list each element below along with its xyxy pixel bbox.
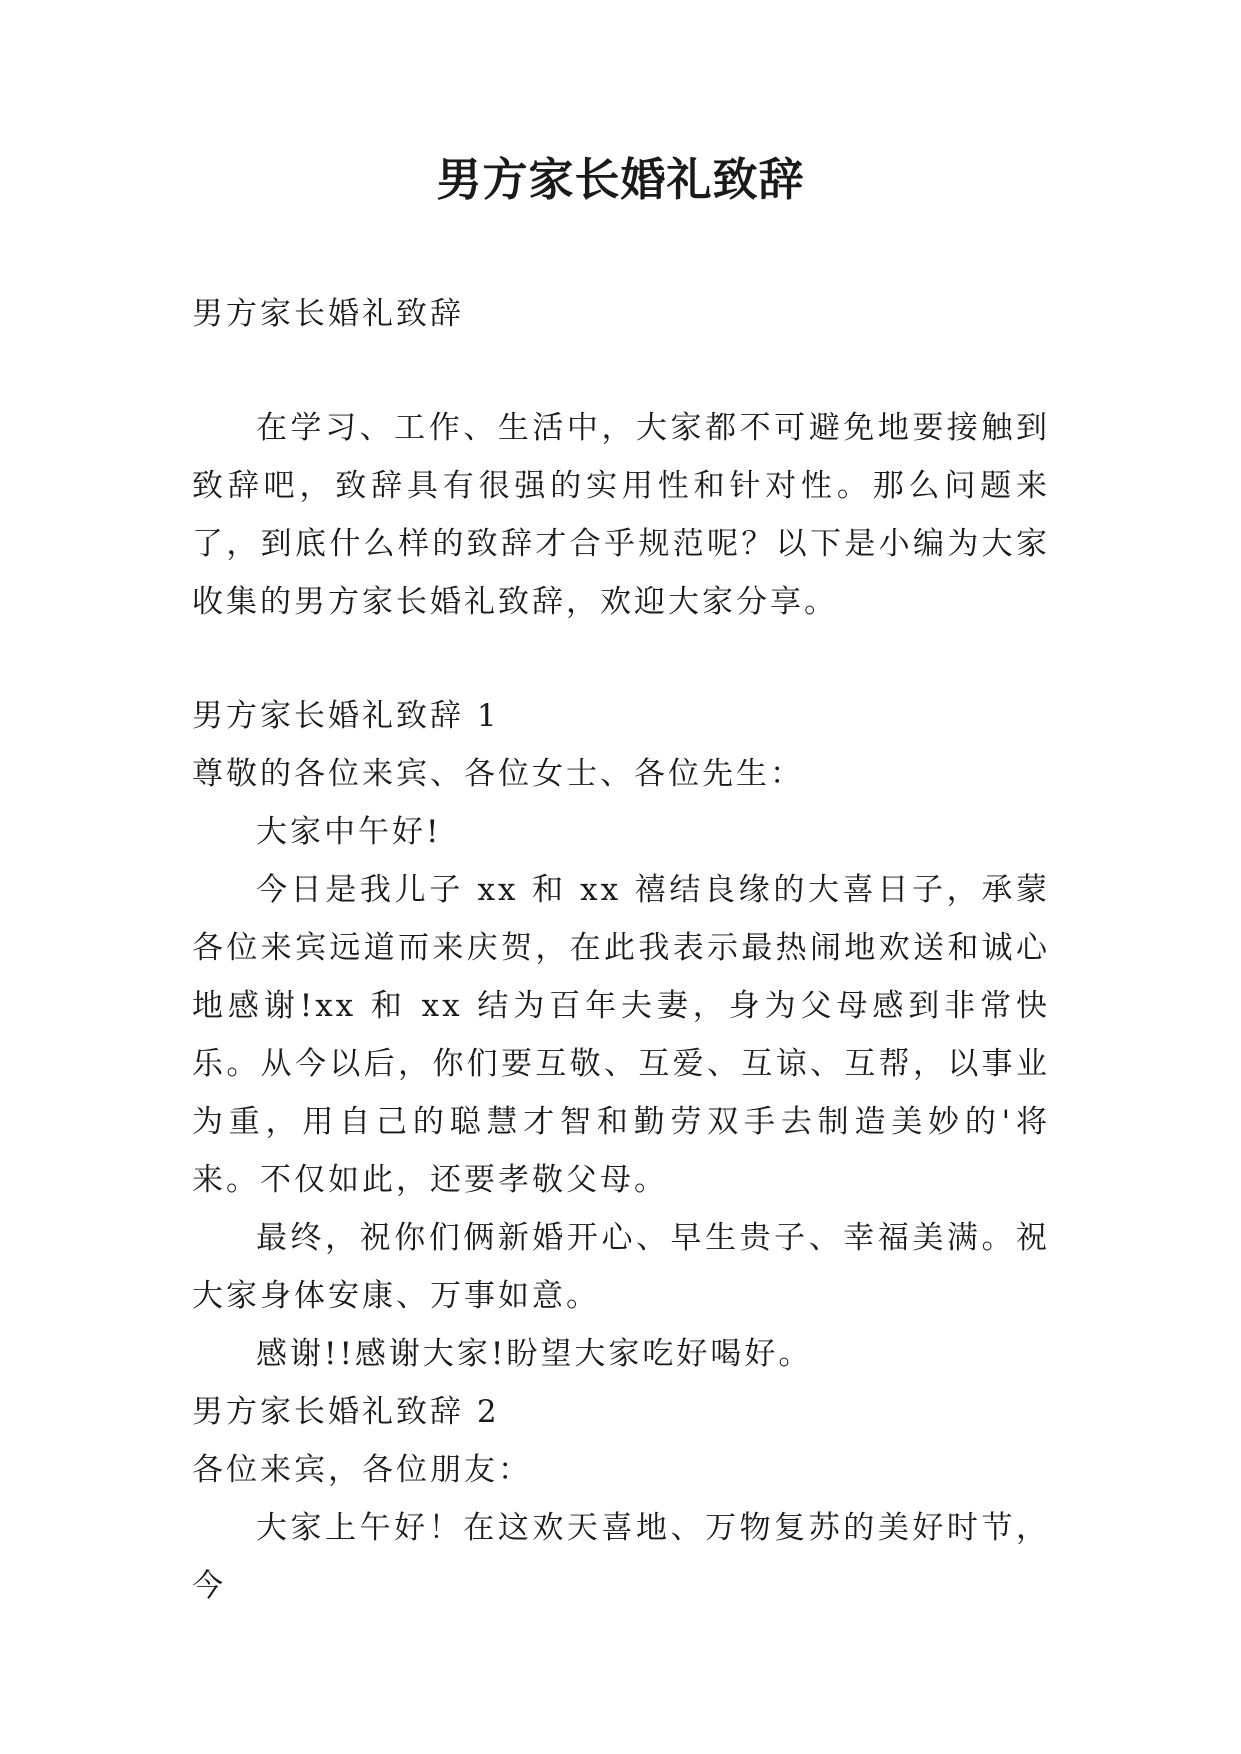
section-1-closing: 感谢!!感谢大家!盼望大家吃好喝好。 <box>256 1336 813 1372</box>
section-2-paragraph-1: 大家上午好！在这欢天喜地、万物复苏的美好时节，今 <box>192 1510 1050 1604</box>
section-1-heading: 男方家长婚礼致辞 1 <box>192 698 500 734</box>
document-title: 男方家长婚礼致辞 <box>436 153 805 206</box>
section-1-paragraph-2: 最终，祝你们俩新婚开心、早生贵子、幸福美满。祝大家身体安康、万事如意。 <box>192 1220 1050 1314</box>
section-2-heading: 男方家长婚礼致辞 2 <box>192 1394 500 1430</box>
document-body <box>192 285 1050 1615</box>
section-1-paragraph-1: 今日是我儿子 xx 和 xx 禧结良缘的大喜日子，承蒙各位来宾远道而来庆贺，在此我表示最热闹地欢送和诚心地感谢!xx 和 xx 结为百年夫妻，身为父母感到非常快乐。从今以后，你们要互敬、互爱、互谅、互帮，以事业为重，用自己的聪慧才智和勤劳双手去制造美妙的'将来。不仅如此，还要孝敬父母。 <box>192 872 1050 1198</box>
section-1-greeting: 大家中午好! <box>256 814 442 850</box>
document-subtitle: 男方家长婚礼致辞 <box>192 296 464 332</box>
section-1-salutation: 尊敬的各位来宾、各位女士、各位先生： <box>192 756 804 792</box>
section-2-salutation: 各位来宾，各位朋友： <box>192 1452 532 1488</box>
intro-paragraph: 在学习、工作、生活中，大家都不可避免地要接触到致辞吧，致辞具有很强的实用性和针对性。那么问题来了，到底什么样的致辞才合乎规范呢？以下是小编为大家收集的男方家长婚礼致辞，欢迎大家分享。 <box>192 410 1050 620</box>
